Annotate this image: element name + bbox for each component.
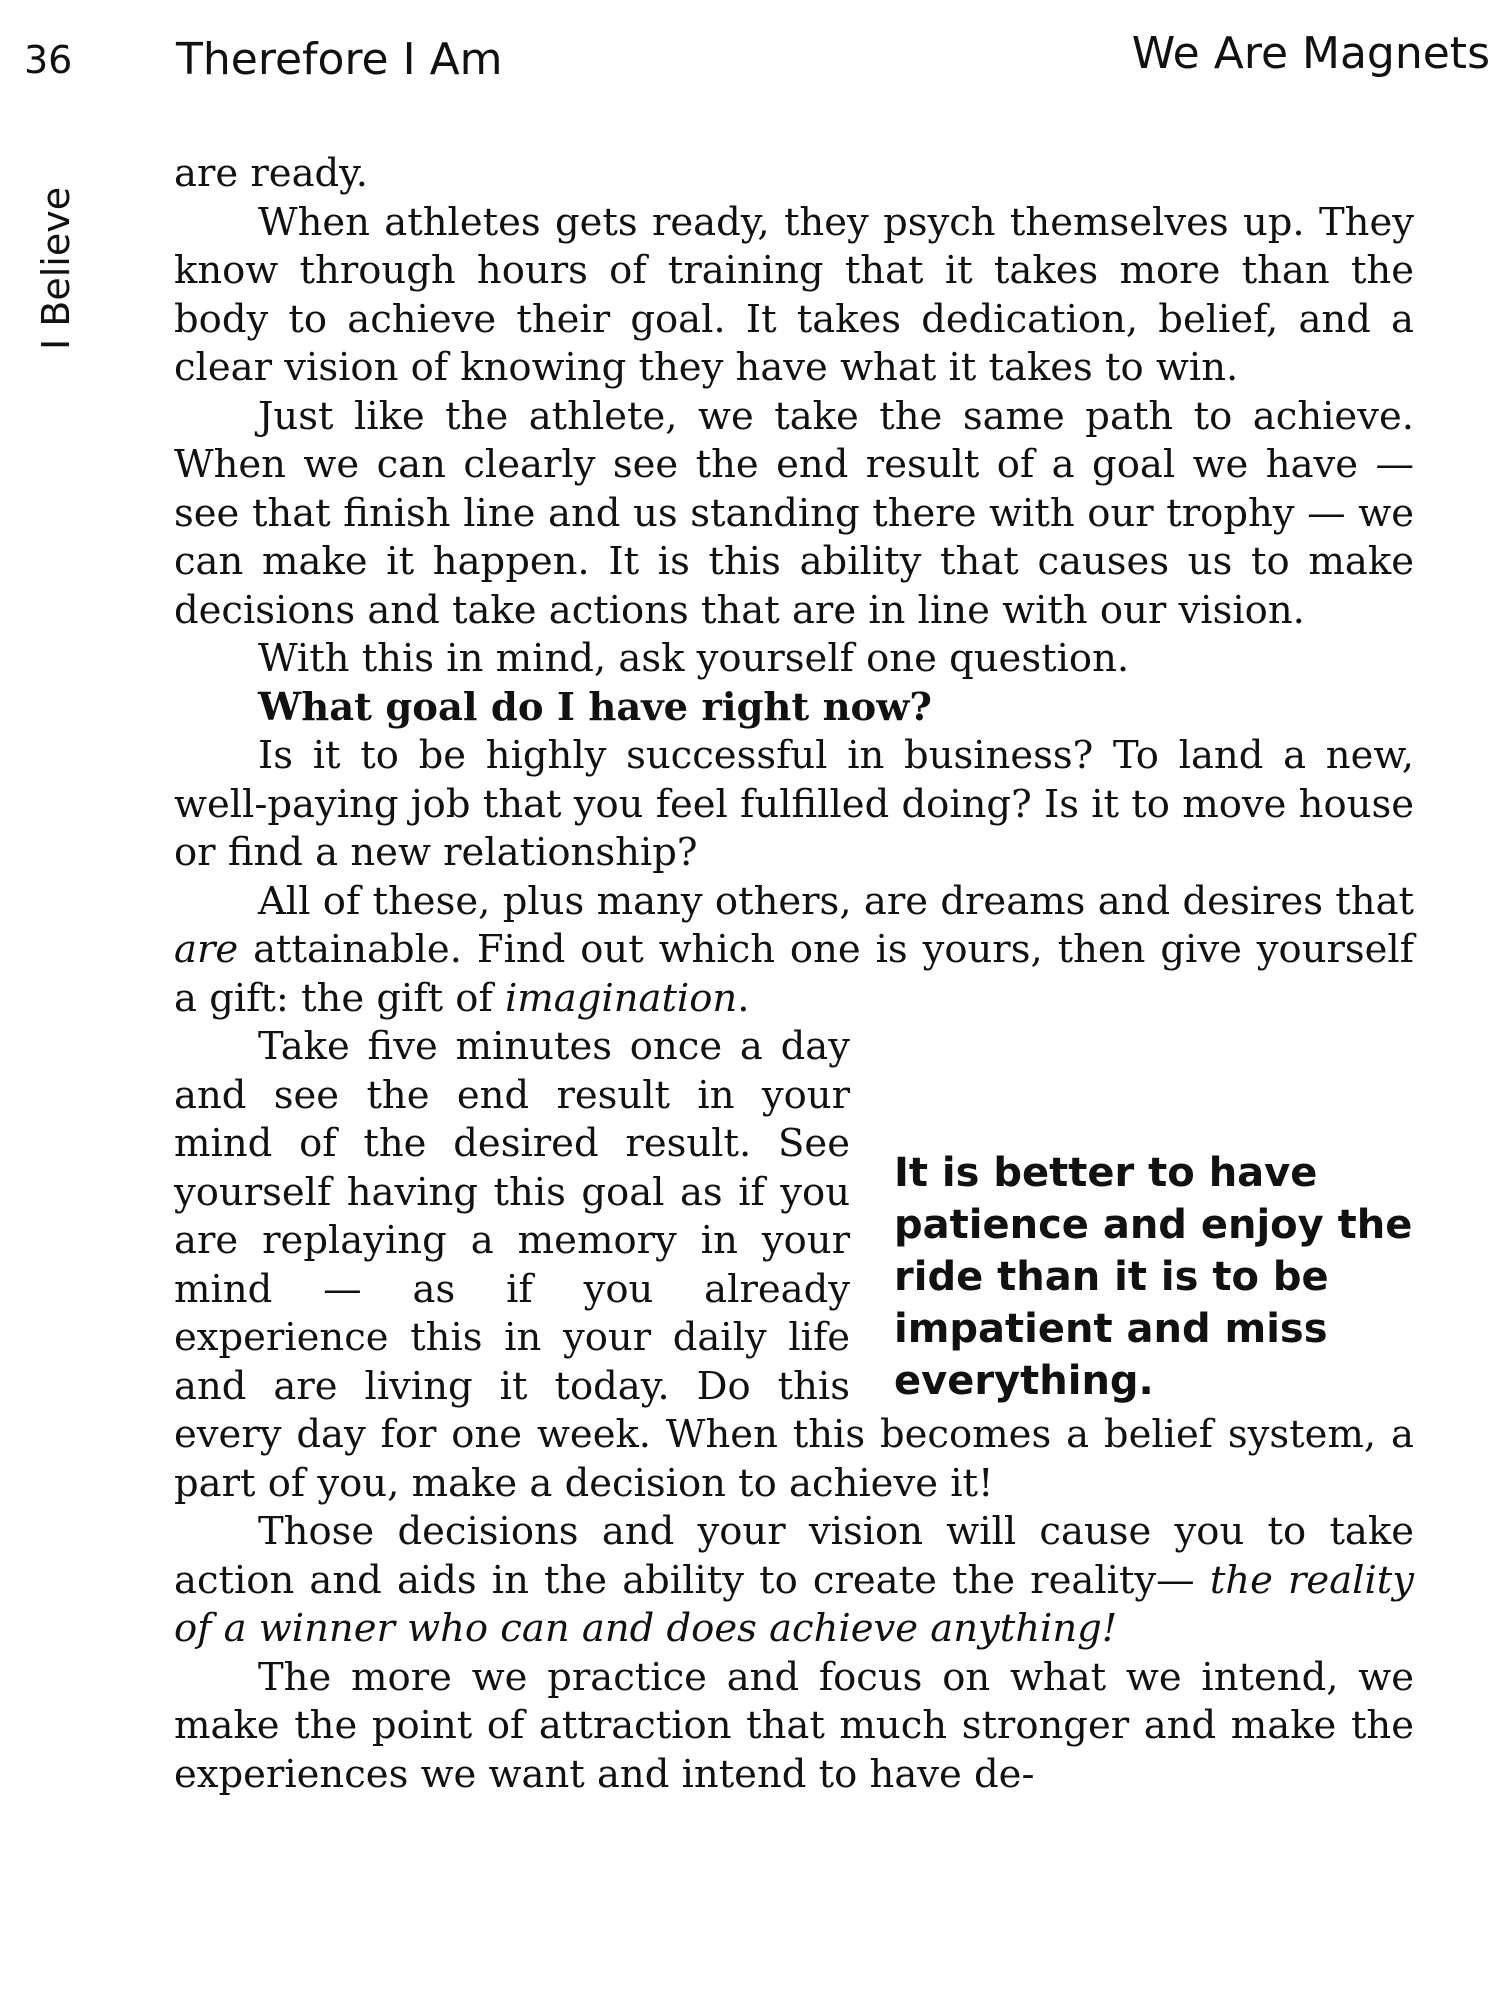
pull-quote: It is better to have patience and enjoy the ride than it is to be impatient and miss everything. xyxy=(894,1150,1413,1404)
book-title: Therefore I Am xyxy=(176,34,503,85)
paragraph: It is better to have patience and enjoy the ride than it is to be impatient and miss everything. Take five minutes once a day and see the end result in your mind of the desired result. See yourself having this goal as if you are replaying a memory in your mind — as if you already experience this in your daily life and are living it today. Do this every day for one week. When this becomes a belief system, a part of you, make a decision to achieve it! xyxy=(174,1024,1414,1506)
side-tab-label: I Believe xyxy=(34,186,78,350)
chapter-title: We Are Magnets xyxy=(1131,28,1490,79)
question-heading: What goal do I have right now? xyxy=(258,684,932,730)
paragraph: The more we practice and focus on what we intend, we make the point of attraction that much stronger and make the experiences we want and intend to have de- xyxy=(174,1654,1414,1797)
page-number: 36 xyxy=(24,38,73,82)
paragraph: are ready. xyxy=(174,151,369,196)
side-tab xyxy=(28,160,88,350)
body-text xyxy=(174,150,1414,1799)
paragraph: When athletes gets ready, they psych themselves up. They know through hours of training that it takes more than the body to achieve their goal. It takes dedication, belief, and a clear vision of knowing they have what it takes to win. xyxy=(174,199,1414,390)
paragraph: With this in mind, ask yourself one question. xyxy=(258,636,1130,681)
paragraph: Just like the athlete, we take the same path to achieve. When we can clearly see the end result of a goal we have — see that finish line and us standing there with our trophy — we can make it happen. It is this ability that causes us to make decisions and take actions that are in line with our vision. xyxy=(174,393,1414,633)
paragraph: Those decisions and your vision will cause you to take action and aids in the ability to create the reality— the reality of a winner who can and does achieve anything! xyxy=(174,1509,1414,1651)
paragraph: Is it to be highly successful in business? To land a new, well-paying job that you feel fulfilled doing? Is it to move house or find a new relationship? xyxy=(174,733,1414,875)
paragraph: All of these, plus many others, are dreams and desires that are attainable. Find out which one is yours, then give yourself a gift: the gift of imagination. xyxy=(174,878,1414,1021)
